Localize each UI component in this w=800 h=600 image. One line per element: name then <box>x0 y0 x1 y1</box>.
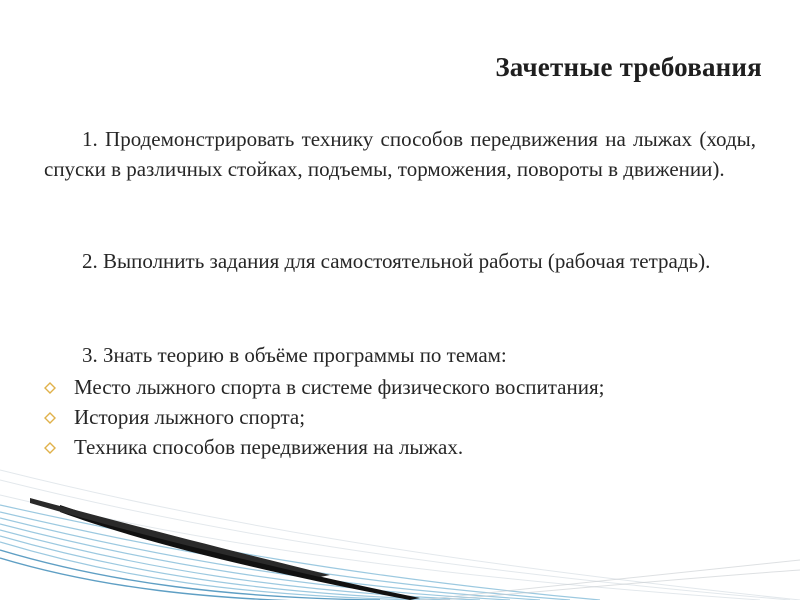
requirement-paragraph-3 <box>44 340 756 370</box>
list-item <box>44 402 784 432</box>
topics-list <box>44 372 784 462</box>
paragraph-text: 2. Выполнить задания для самостоятельной работы (рабочая тетрадь). <box>82 249 711 273</box>
list-item <box>44 372 784 402</box>
diamond-outline-icon <box>44 382 56 394</box>
list-item-text: Место лыжного спорта в системе физического воспитания; <box>74 375 605 399</box>
slide-title: Зачетные требования <box>495 52 762 82</box>
diamond-outline-icon <box>44 412 56 424</box>
requirement-paragraph-1 <box>44 124 756 184</box>
requirement-paragraph-2 <box>44 246 756 276</box>
list-item <box>44 432 784 462</box>
paragraph-text: 3. Знать теорию в объёме программы по темам: <box>82 343 507 367</box>
list-item-text: Техника способов передвижения на лыжах. <box>74 435 464 459</box>
paragraph-text: 1. Продемонстрировать технику способов передвижения на лыжах (ходы, спуски в различных стойках, подъемы, торможения, повороты в движении). <box>44 127 756 181</box>
diamond-outline-icon <box>44 442 56 454</box>
list-item-text: История лыжного спорта; <box>74 405 306 429</box>
